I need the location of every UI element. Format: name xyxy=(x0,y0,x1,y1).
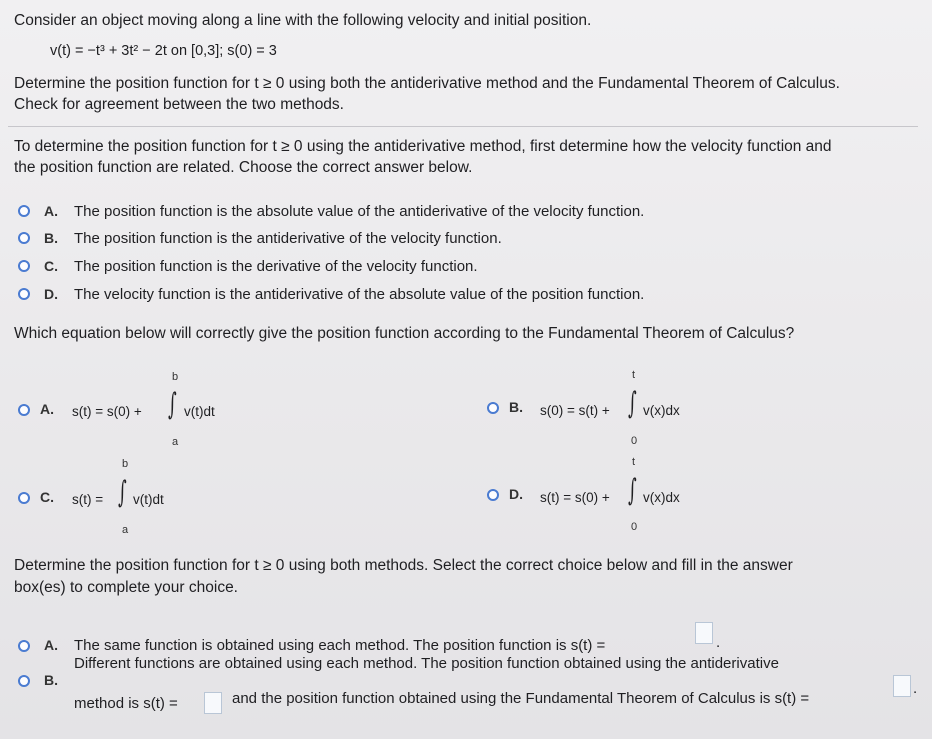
option-text-line2a: method is s(t) = xyxy=(74,695,178,712)
option-text: The position function is the absolute value of the antiderivative of the velocity function. xyxy=(74,203,645,220)
integral-upper-limit: t xyxy=(632,369,636,381)
integral-upper-limit: b xyxy=(172,371,179,383)
part1-prompt-line2: the position function are related. Choose the correct answer below. xyxy=(14,159,473,176)
radio-button[interactable] xyxy=(18,404,30,416)
equation-lhs: s(0) = s(t) + xyxy=(540,403,610,418)
integrand: v(t)dt xyxy=(133,492,164,507)
option-letter: B. xyxy=(509,399,523,415)
radio-button[interactable] xyxy=(18,288,30,300)
radio-button[interactable] xyxy=(18,492,30,504)
integral-lower-limit: a xyxy=(122,524,129,536)
option-letter: A. xyxy=(40,401,54,417)
option-letter: C. xyxy=(44,258,58,274)
part3-prompt-line2: box(es) to complete your choice. xyxy=(14,579,238,596)
option-letter: D. xyxy=(44,286,58,302)
integrand: v(x)dx xyxy=(643,490,680,505)
integral-sign: ∫ xyxy=(628,386,637,421)
radio-button[interactable] xyxy=(487,489,499,501)
part1-prompt-line1: To determine the position function for t ≥ 0 using the antiderivative method, first determine how the velocity function and xyxy=(14,138,832,155)
equation-lhs: s(t) = s(0) + xyxy=(540,490,610,505)
radio-button[interactable] xyxy=(18,640,30,652)
option-letter: B. xyxy=(44,230,58,246)
period: . xyxy=(716,634,721,651)
equation-lhs: s(t) = xyxy=(72,492,104,507)
integral-sign: ∫ xyxy=(118,475,127,510)
answer-box-ftc[interactable] xyxy=(893,675,911,697)
problem-instruction: Determine the position function for t ≥ 0 using both the antiderivative method and the Fundamental Theorem of Calculus. xyxy=(14,75,840,92)
part3-prompt-line1: Determine the position function for t ≥ 0 using both methods. Select the correct choice below and fill in the answer xyxy=(14,557,793,574)
integral-sign: ∫ xyxy=(628,473,637,508)
option-letter: C. xyxy=(40,489,54,505)
option-text: The velocity function is the antiderivative of the absolute value of the position function. xyxy=(74,286,645,303)
answer-box-antiderivative[interactable] xyxy=(204,692,222,714)
option-text-line2b: and the position function obtained using the Fundamental Theorem of Calculus is s(t) = xyxy=(232,690,810,707)
part2-prompt: Which equation below will correctly give the position function according to the Fundamental Theorem of Calculus? xyxy=(14,325,795,342)
integral-lower-limit: a xyxy=(172,436,179,448)
option-text: The same function is obtained using each method. The position function is s(t) = xyxy=(74,637,606,654)
divider xyxy=(8,126,918,127)
integral-lower-limit: 0 xyxy=(631,521,638,533)
option-letter: D. xyxy=(509,486,523,502)
period: . xyxy=(913,680,918,697)
integrand: v(t)dt xyxy=(184,404,215,419)
integrand: v(x)dx xyxy=(643,403,680,418)
problem-check: Check for agreement between the two methods. xyxy=(14,96,344,113)
option-letter: A. xyxy=(44,637,58,653)
radio-button[interactable] xyxy=(18,205,30,217)
velocity-equation: v(t) = −t³ + 3t² − 2t on [0,3]; s(0) = 3 xyxy=(50,43,277,59)
option-letter: A. xyxy=(44,203,58,219)
integral-lower-limit: 0 xyxy=(631,435,638,447)
radio-button[interactable] xyxy=(487,402,499,414)
integral-sign: ∫ xyxy=(168,387,177,422)
option-letter: B. xyxy=(44,672,58,688)
equation-lhs: s(t) = s(0) + xyxy=(72,404,142,419)
radio-button[interactable] xyxy=(18,232,30,244)
option-text-line1: Different functions are obtained using each method. The position function obtained using the antiderivative xyxy=(74,655,779,672)
problem-intro: Consider an object moving along a line with the following velocity and initial position. xyxy=(14,12,592,29)
radio-button[interactable] xyxy=(18,260,30,272)
option-text: The position function is the derivative of the velocity function. xyxy=(74,258,478,275)
radio-button[interactable] xyxy=(18,675,30,687)
integral-upper-limit: t xyxy=(632,456,636,468)
integral-upper-limit: b xyxy=(122,458,129,470)
answer-box[interactable] xyxy=(695,622,713,644)
option-text: The position function is the antiderivative of the velocity function. xyxy=(74,230,502,247)
